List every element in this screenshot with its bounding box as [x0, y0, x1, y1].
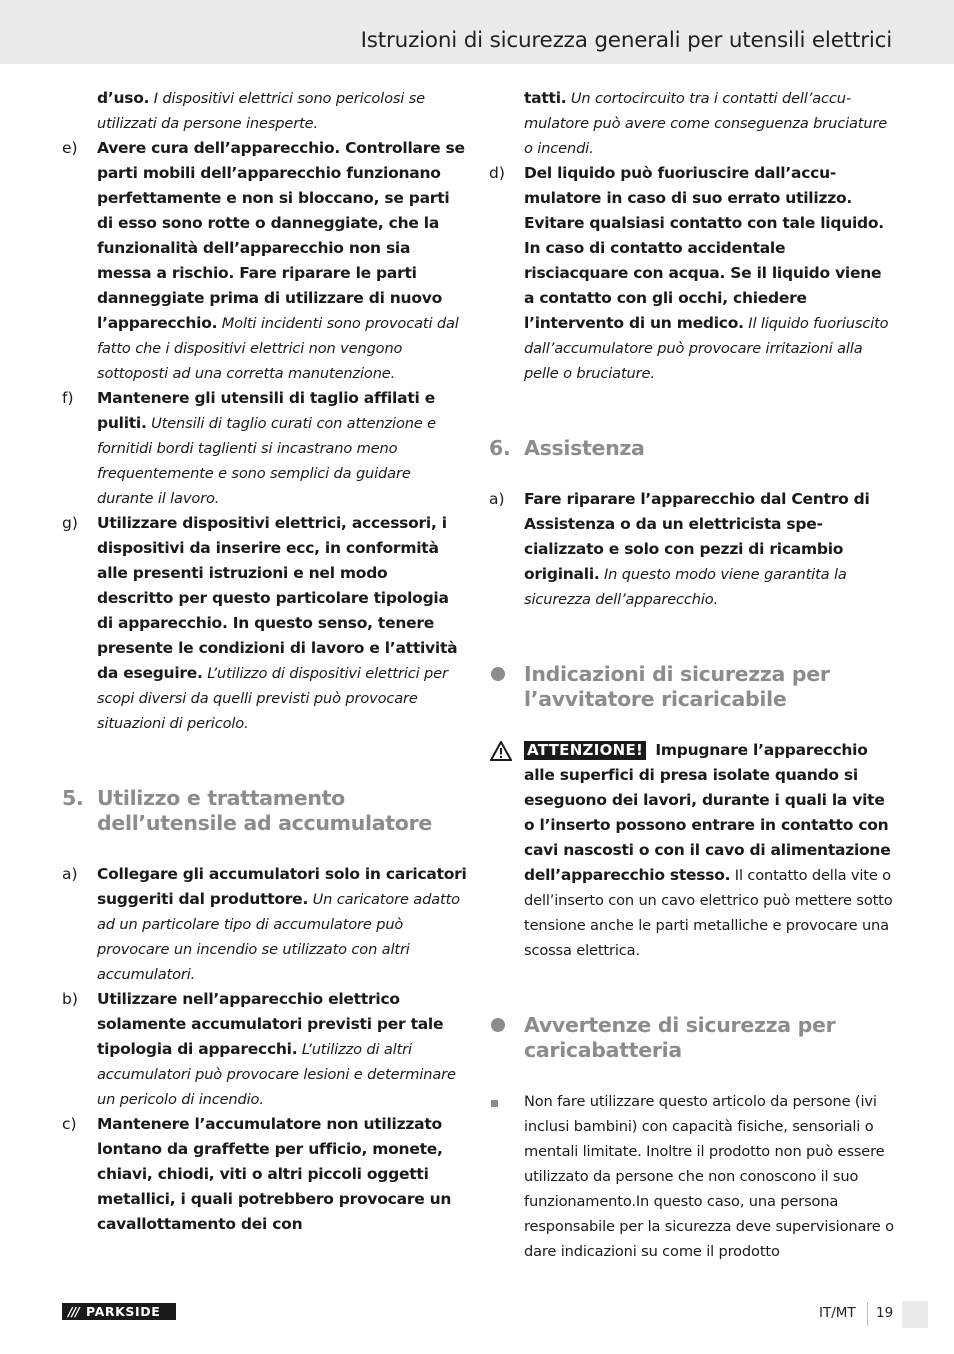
circle-bullet-icon	[491, 667, 505, 681]
list-item-a-assistenza	[489, 487, 894, 612]
italic-text: L’utilizzo di altri accumulatori può provocare lesioni e determinare un pericolo di incendio.	[97, 1041, 456, 1108]
item-label: c)	[62, 1115, 77, 1133]
logo-name: PARKSIDE	[86, 1304, 161, 1319]
italic-text: In questo modo viene garantita la sicurezza dell’apparecchio.	[524, 566, 847, 608]
parkside-logo	[62, 1303, 176, 1320]
section-number: 5.	[62, 786, 84, 810]
item-label: d)	[489, 164, 505, 182]
list-item-a	[62, 862, 467, 987]
bold-text: Impugnare l’apparecchio alle superfici di presa isolate quando si eseguono dei lavori, durante i quali la vite o l’inserto possono entrare in contatto con cavi nascosti o con il cavo di alimentazione dell’apparecchio stesso.	[524, 741, 891, 884]
list-item-d	[489, 161, 894, 386]
list-item-f	[62, 386, 467, 511]
section-heading-6	[489, 436, 894, 461]
list-item-bullet	[489, 1089, 894, 1264]
italic-text: L’utilizzo di dispositivi elettrici per scopi diversi da quelli previsti può provocare situazioni di pericolo.	[97, 665, 448, 732]
list-item-e	[62, 136, 467, 386]
item-label: b)	[62, 990, 78, 1008]
bold-text: Mantenere l’accumulatore non utilizzato lontano da graffette per ufficio, monete, chiavi, chiodi, viti o altri piccoli oggetti metallici, i quali potrebbero provocare un cavallottamento dei con	[97, 1115, 452, 1233]
bold-text: Del liquido può fuoriuscire dall’accumulatore in caso di suo errato utilizzo. Evitare qualsiasi contatto con tale liquido. In caso di contatto accidentale risciacquare con acqua. Se il liquido viene a contatto con gli occhi, chiedere l’intervento di un medico.	[524, 164, 884, 332]
list-item-b	[62, 987, 467, 1112]
italic-text: I dispositivi elettrici sono pericolosi se utilizzati da persone inesperte.	[97, 90, 425, 132]
italic-text: Un cortocircuito tra i contatti dell’accumulatore può avere come conseguenza bruciature o incendi.	[524, 90, 888, 157]
section-title: Indicazioni di sicurezza per l’avvitatore ricaricabile	[524, 662, 830, 711]
item-label: f)	[62, 389, 74, 407]
section-title: Assistenza	[524, 436, 645, 460]
bold-text: Collegare gli accumulatori solo in caricatori suggeriti dal produttore.	[97, 865, 467, 908]
section-title: Avvertenze di sicurezza per caricabatteria	[524, 1013, 836, 1062]
list-item-g	[62, 511, 467, 736]
bold-text: d’uso.	[97, 89, 150, 107]
item-label: a)	[62, 865, 78, 883]
bold-text: Utilizzare nell’apparecchio elettrico solamente accumulatori previsti per tale tipologia di apparecchi.	[97, 990, 444, 1058]
item-label: e)	[62, 139, 78, 157]
normal-text: Il contatto della vite o dell’inserto con un cavo elettrico può mettere sotto tensione anche le parti metalliche e provocare una scossa elettrica.	[524, 867, 893, 959]
italic-text: Un caricatore adatto ad un particolare tipo di accumulatore può provocare un incendio se utilizzato con altri accumulatori.	[97, 891, 460, 983]
bold-text: Fare riparare l’apparecchio dal Centro di Assistenza o da un elettricista specializzato e solo con pezzi di ricambio originali.	[524, 490, 870, 583]
right-column	[489, 86, 894, 1264]
page-tab-marker	[902, 1301, 928, 1328]
language-code: IT/MT	[819, 1305, 856, 1321]
warning-paragraph	[489, 738, 894, 963]
paragraph-continuation	[489, 86, 894, 161]
section-title: Utilizzo e trattamento dell’utensile ad accumulatore	[97, 786, 432, 835]
bold-text: tatti.	[524, 89, 567, 107]
paragraph-continuation	[62, 86, 467, 136]
square-bullet-icon	[491, 1100, 498, 1107]
section-number: 6.	[489, 436, 511, 460]
left-column	[62, 86, 467, 1237]
section-heading-screwdriver	[489, 662, 894, 712]
item-label: g)	[62, 514, 78, 532]
attention-badge: ATTENZIONE!	[524, 741, 646, 760]
section-heading-charger	[489, 1013, 894, 1063]
bold-text: Mantenere gli utensili di taglio affilati e puliti.	[97, 389, 435, 432]
bold-text: Avere cura dell’apparecchio. Controllare se parti mobili dell’apparecchio funzionano perfettamente e non si bloccano, se parti di esso sono rotte o danneggiate, che la funzionalità dell’apparecchio non sia messa a rischio. Fare riparare le parti danneggiate prima di utilizzare di nuovo l’apparecchio.	[97, 139, 465, 332]
italic-text: Utensili di taglio curati con attenzione e fornitidi bordi taglienti si incastrano meno frequentemente e sono semplici da guidare durante il lavoro.	[97, 415, 436, 507]
italic-text: Il liquido fuoriuscito dall’accumulatore può provocare irritazioni alla pelle o bruciature.	[524, 315, 889, 382]
circle-bullet-icon	[491, 1018, 505, 1032]
item-label: a)	[489, 490, 505, 508]
italic-text: Molti incidenti sono provocati dal fatto che i dispositivi elettrici non vengono sottoposti ad una corretta manutenzione.	[97, 315, 459, 382]
section-heading-5	[62, 786, 467, 836]
footer-divider	[867, 1302, 868, 1326]
warning-triangle-icon	[490, 741, 512, 761]
bold-text: Utilizzare dispositivi elettrici, accessori, i dispositivi da inserire ecc, in conformità alle presenti istruzioni e nel modo descritto per questo particolare tipologia di apparecchio. In questo senso, tenere presente le condizioni di lavoro e l’attività da eseguire.	[97, 514, 458, 682]
list-item-c	[62, 1112, 467, 1237]
normal-text: Non fare utilizzare questo articolo da persone (ivi inclusi bambini) con capacità fisiche, sensoriali o mentali limitate. Inoltre il prodotto non può essere utilizzato da persone che non conoscono il suo funzionamento.In questo caso, una persona responsabile per la sicurezza deve supervisionare o dare indicazioni su come il prodotto	[524, 1093, 894, 1260]
logo-slashes: ///	[68, 1304, 79, 1319]
page-title: Istruzioni di sicurezza generali per utensili elettrici	[360, 28, 892, 53]
page-header	[0, 0, 954, 64]
page-number: 19	[876, 1305, 894, 1321]
